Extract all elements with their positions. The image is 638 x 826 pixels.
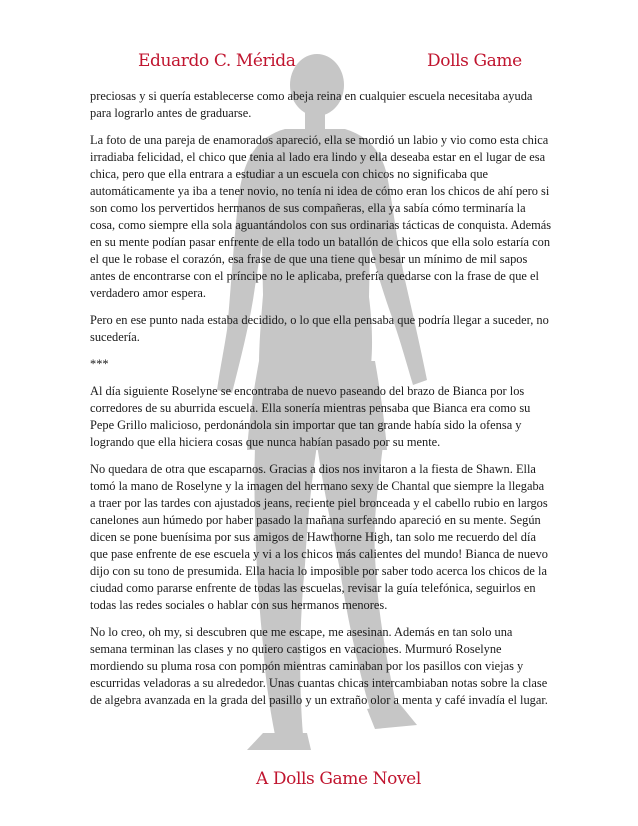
footer-text: A Dolls Game Novel (256, 769, 421, 789)
section-separator: *** (90, 357, 109, 371)
paragraph: Al día siguiente Roselyne se encontraba de nuevo paseando del brazo de Bianca por los corredores de su aburrida escuela. Ella sonería mientras pensaba que Bianca era como su Pepe Grillo malicioso, perdonándola sin importar que tan grande había sido la ofensa y logrando que ella hiciera cosas que nunca habían pasado por su mente. (90, 384, 531, 449)
header-title: Dolls Game (427, 51, 522, 71)
paragraph: Pero en ese punto nada estaba decidido, o lo que ella pensaba que podría llegar a suceder, no sucedería. (90, 313, 549, 344)
page-header (0, 50, 638, 74)
paragraph: La foto de una pareja de enamorados apareció, ella se mordió un labio y vio como esta chica irradiaba felicidad, el chico que tenia al lado era lindo y ella deseaba estar en el lugar de esa chica, pero que ella entrara a estudiar a un escuela con chicos no significaba que automáticamente ya iba a tener novio, no tenía ni idea de cómo eran los chicos de ahí pero si son como los pervertidos hermanos de sus compañeras, ella ya sabía cómo terminaría la cosa, como siempre ella sola aguantándolos con sus ordinarias tácticas de conquista. Además en su mente podían pasar enfrente de ella todo un batallón de chicos que ella solo estaría con el que le robase el corazón, esa frase de que una tiene que besar un mínimo de mil sapos antes de encontrarse con el príncipe no le aplicaba, prefería quedarse con la frase de que el verdadero amor espera. (90, 133, 552, 300)
header-author: Eduardo C. Mérida (138, 51, 296, 71)
body-text (90, 88, 552, 719)
paragraph: preciosas y si quería establecerse como abeja reina en cualquier escuela necesitaba ayuda para lograrlo antes de graduarse. (90, 89, 533, 120)
paragraph: No lo creo, oh my, si descubren que me escape, me asesinan. Además en tan solo una semana terminan las clases y no quiero castigos en vacaciones. Murmuró Roselyne mordiendo su pluma rosa con pompón mientras caminaban por los pasillos con viejas y escurridas veladoras a su alrededor. Unas cuantas chicas intercambiaban notas sobre la clase de algebra avanzada en la grada del pasillo y un extraño olor a menta y café invadía el lugar. (90, 625, 548, 707)
page-footer (0, 768, 638, 792)
paragraph: No quedara de otra que escaparnos. Gracias a dios nos invitaron a la fiesta de Shawn. Ella tomó la mano de Roselyne y la imagen del hermano sexy de Chantal que siempre la llegaba a traer por las tardes con ajustados jeans, reciente piel bronceada y el cabello rubio en largos canelones aun húmedo por haber pasado la mañana surfeando apareció en su mente. Según dicen se pone buenísima por sus amigos de Hawthorne High, tan solo me recuerdo del día que pase enfrente de ese escuela y vi a los chicos más calientes del mundo! Bianca de nuevo dijo con su tono de presumida. Ella hacia lo imposible por saber todo acerca los chicos de la ciudad como pararse enfrente de todas las escuelas, revisar la guía telefónica, seguirlos en todas las redes sociales o hablar con sus hermanos menores. (90, 462, 548, 612)
